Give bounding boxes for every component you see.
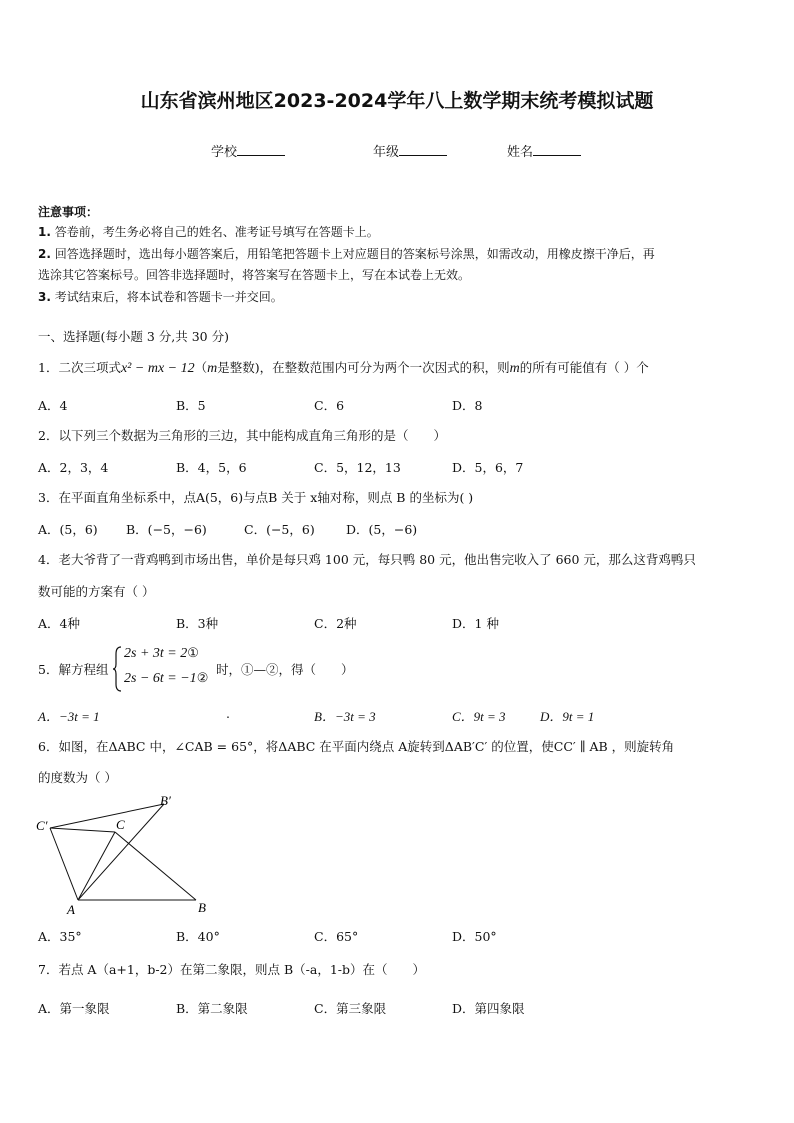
q5-circle-1: ① (187, 646, 199, 661)
q7-option-d: D．第四象限 (452, 1001, 525, 1016)
question-3: 3．在平面直角坐标系中，点A(5，6)与点B 关于 x轴对称，则点 B 的坐标为( ) (38, 490, 474, 505)
label-a: A (67, 902, 75, 917)
q6-option-d: D．50° (452, 929, 497, 944)
q2-option-a: A．2，3，4 (38, 460, 109, 475)
q7-option-b: B．第二象限 (176, 1001, 248, 1016)
q1-option-d: D．8 (452, 398, 483, 413)
question-6-line1: 6．如图，在ΔABC 中，∠CAB = 65°，将ΔABC 在平面内绕点 A旋转到ΔAB′C′ 的位置，使CC′ ∥ AB ，则旋转角 (38, 739, 675, 754)
q5-option-d-text: D．9t = 1 (540, 709, 595, 724)
q1-m1: m (207, 361, 218, 376)
label-b-prime: B′ (160, 793, 171, 808)
note-3-num: 3. (38, 290, 51, 304)
q6-figure (30, 792, 220, 922)
school-blank (237, 143, 285, 156)
grade-label: 年级 (373, 145, 400, 160)
q5-post: 时，①—②，得（ ） (216, 662, 354, 677)
question-7: 7．若点 A（a+1，b-2）在第二象限，则点 B（-a，1-b）在（ ） (38, 962, 426, 977)
q2-option-c: C．5，12，13 (314, 460, 401, 475)
q2-option-b: B．4，5，6 (176, 460, 247, 475)
q5-pre: 5．解方程组 (38, 662, 109, 677)
q5-eq1 (124, 646, 199, 662)
q5-option-b (314, 706, 376, 725)
q6-option-a: A．35° (38, 929, 82, 944)
note-2-text: 回答选择题时，选出每小题答案后，用铅笔把答题卡上对应题目的答案标号涂黑，如需改动，用橡皮擦干净后，再 (54, 247, 655, 261)
note-2-cont: 选涂其它答案标号。回答非选择题时，将答案写在答题卡上，写在本试卷上无效。 (38, 268, 471, 282)
q4-option-b: B．3种 (176, 616, 219, 631)
q5-eq1-text: 2s + 3t = 2 (124, 646, 188, 661)
school-label: 学校 (211, 145, 238, 160)
q5-circle-2: ② (196, 671, 209, 686)
note-3 (38, 288, 283, 305)
label-c-prime: C′ (36, 818, 48, 833)
q1-option-a: A．4 (38, 398, 68, 413)
q5-option-c (452, 706, 506, 725)
notes-heading: 注意事项： (38, 205, 99, 219)
q4-option-a: A．4种 (38, 616, 80, 631)
q3-option-b: B．(−5，−6) (126, 522, 207, 537)
q7-option-c: C．第三象限 (314, 1001, 387, 1016)
q6-option-c: C．65° (314, 929, 359, 944)
q5-dot: . (226, 706, 230, 721)
q1-mid: （ (194, 360, 208, 375)
section-heading: 一、选择题(每小题 3 分,共 30 分) (38, 329, 229, 344)
name-label: 姓名 (507, 145, 534, 160)
name-field (507, 141, 581, 160)
q4-option-c: C．2种 (314, 616, 357, 631)
note-1 (38, 223, 379, 240)
q1-m2: m (509, 361, 520, 376)
question-1 (38, 358, 649, 379)
q3-option-a: A．(5，6) (38, 522, 98, 537)
q5-brace (112, 646, 122, 692)
q3-option-d: D．(5，−6) (346, 522, 418, 537)
edge-cp-c (50, 828, 115, 832)
q5-option-d (540, 706, 594, 725)
grade-blank (399, 143, 447, 156)
label-b: B (198, 900, 206, 915)
q1-expression: x² − mx − 12 (120, 361, 195, 376)
q3-option-c: C．(−5，6) (244, 522, 315, 537)
note-2 (38, 245, 655, 262)
edge-c-b (115, 832, 196, 900)
grade-field (373, 141, 447, 160)
note-3-text: 考试结束后，将本试卷和答题卡一并交回。 (54, 290, 283, 304)
school-field (211, 141, 285, 160)
question-2: 2．以下列三个数据为三角形的三边，其中能构成直角三角形的是（ ） (38, 428, 446, 443)
q1-pre: 1．二次三项式 (38, 360, 121, 375)
q5-option-a-text: A．−3t = 1 (38, 709, 100, 724)
question-4-line2: 数可能的方案有（ ） (38, 584, 155, 599)
q5-eq2-text: 2s − 6t = −1 (124, 671, 197, 686)
edge-cp-a (50, 828, 78, 900)
note-1-num: 1. (38, 225, 51, 239)
page-title: 山东省滨州地区2023-2024学年八上数学期末统考模拟试题 (140, 90, 654, 112)
q5-option-a (38, 706, 100, 725)
name-blank (533, 143, 581, 156)
q1-option-c: C．6 (314, 398, 345, 413)
q5-option-c-text: C．9t = 3 (452, 709, 506, 724)
q5-option-b-text: B．−3t = 3 (314, 709, 376, 724)
q4-option-d: D．1 种 (452, 616, 499, 631)
q1-option-b: B．5 (176, 398, 206, 413)
question-6-line2: 的度数为（ ） (38, 770, 117, 785)
q2-option-d: D．5，6，7 (452, 460, 524, 475)
q6-option-b: B．40° (176, 929, 220, 944)
label-c: C (116, 817, 125, 832)
q1-mid2: 是整数)，在整数范围内可分为两个一次因式的积，则 (217, 360, 510, 375)
edge-cp-bp (50, 804, 164, 828)
note-1-text: 答卷前，考生务必将自己的姓名、准考证号填写在答题卡上。 (54, 225, 379, 239)
q7-option-a: A．第一象限 (38, 1001, 110, 1016)
question-4-line1: 4．老大爷背了一背鸡鸭到市场出售，单价是每只鸡 100 元，每只鸭 80 元，他出售完收入了 660 元，那么这背鸡鸭只 (38, 552, 696, 567)
q1-post: 的所有可能值有（ ）个 (519, 360, 649, 375)
edge-c-a (78, 832, 115, 900)
q5-eq2 (124, 671, 208, 687)
note-2-num: 2. (38, 247, 51, 261)
